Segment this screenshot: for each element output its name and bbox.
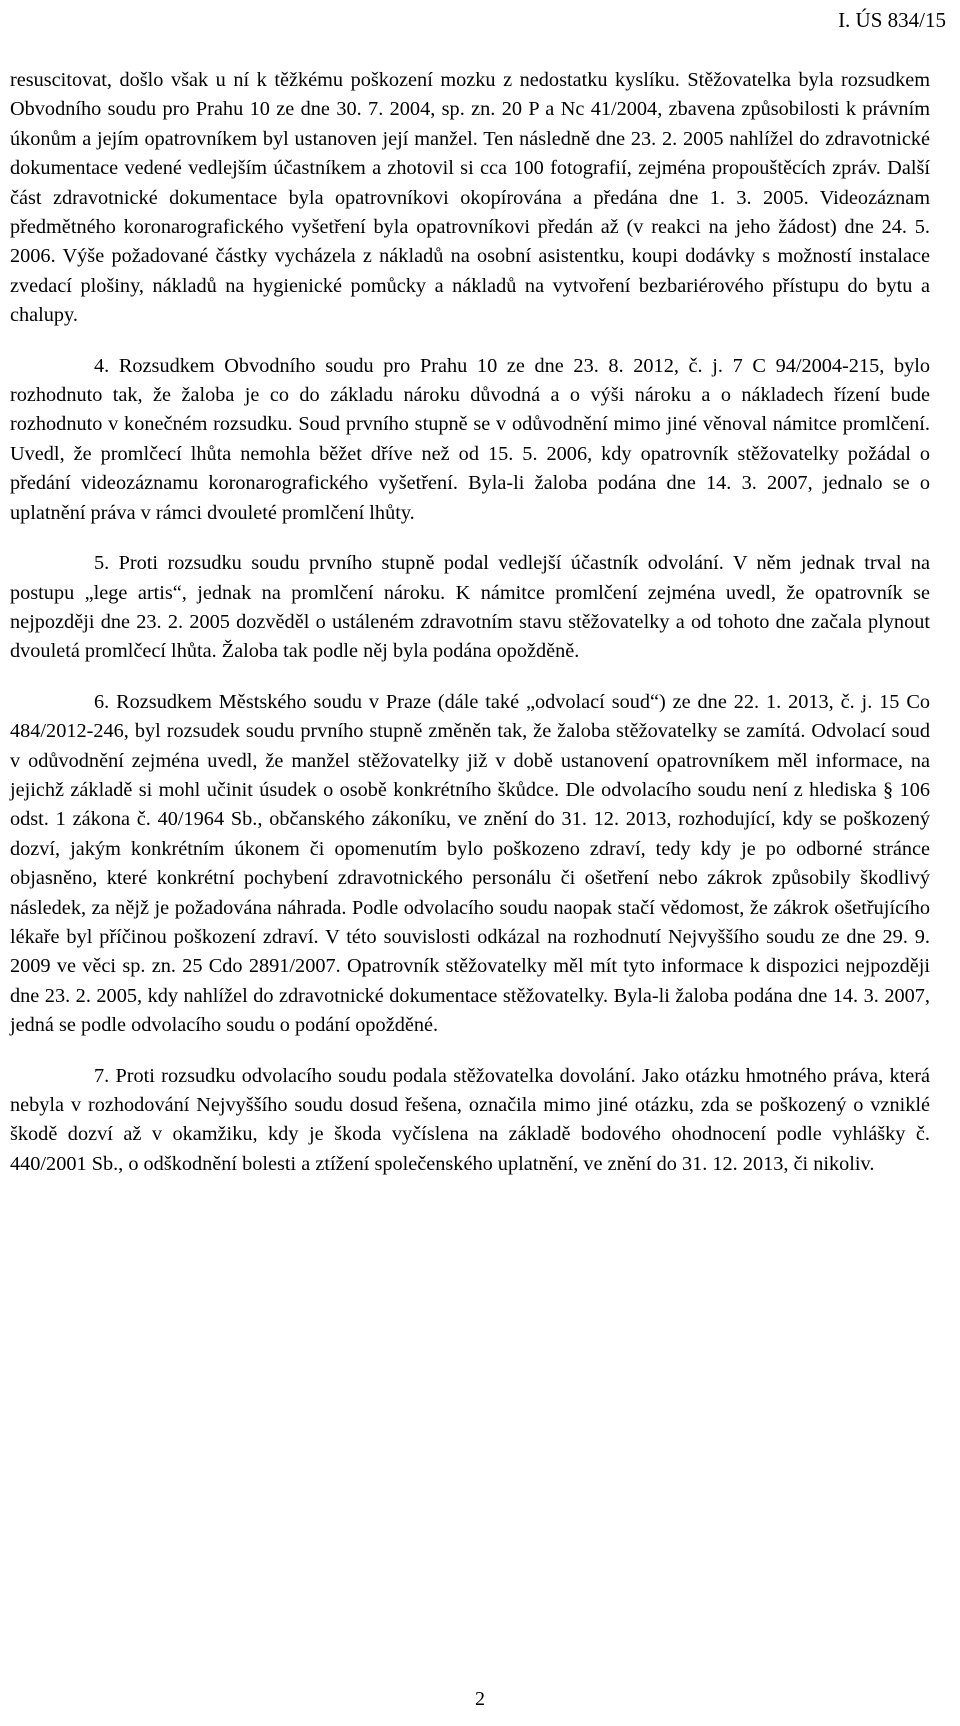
paragraph-text: Proti rozsudku odvolacího soudu podala stěžovatelka dovolání. Jako otázku hmotného práva, která nebyla v rozhodování Nejvyššího soudu dosud řešena, označila mimo jiné otázku, zda se poškozený o vzniklé škodě dozví až v okamžiku, kdy je škoda vyčíslena na základě bodového ohodnocení podle vyhlášky č. 440/2001 Sb., o odškodnění bolesti a ztížení společenského uplatnění, ve znění do 31. 12. 2013, či nikoliv. xyxy=(10,1064,930,1175)
paragraph-number: 6. xyxy=(94,690,110,713)
paragraph-text: Rozsudkem Obvodního soudu pro Prahu 10 ze dne 23. 8. 2012, č. j. 7 C 94/2004-215, bylo rozhodnuto tak, že žaloba je co do základu nároku důvodná a o výši nároku a o nákladech řízení bude rozhodnuto v konečném rozsudku. Soud prvního stupně se v odůvodnění mimo jiné věnoval námitce promlčení. Uvedl, že promlčecí lhůta nemohla běžet dříve než od 15. 5. 2006, kdy opatrovník stěžovatelky požádal o předání videozáznamu koronarografického vyšetření. Byla-li žaloba podána dne 14. 3. 2007, jednalo se o uplatnění práva v rámci dvouleté promlčení lhůty. xyxy=(10,354,930,524)
paragraph-6 xyxy=(10,688,930,1041)
page-number: 2 xyxy=(475,1688,485,1710)
paragraph-number: 4. xyxy=(94,354,110,377)
case-number: I. ÚS 834/15 xyxy=(838,8,946,32)
paragraph-text: Proti rozsudku soudu prvního stupně podal vedlejší účastník odvolání. V něm jednak trval na postupu „lege artis“, jednak na promlčení nároku. K námitce promlčení zejména uvedl, že opatrovník se nejpozději dne 23. 2. 2005 dozvěděl o ustáleném zdravotním stavu stěžovatelky a od tohoto dne začala plynout dvouletá promlčecí lhůta. Žaloba tak podle něj byla podána opožděně. xyxy=(10,552,930,663)
paragraph-continuation xyxy=(10,66,930,331)
paragraph-text: resuscitovat, došlo však u ní k těžkému poškození mozku z nedostatku kyslíku. Stěžovatelka byla rozsudkem Obvodního soudu pro Prahu 10 ze dne 30. 7. 2004, sp. zn. 20 P a Nc 41/2004, zbavena způsobilosti k právním úkonům a jejím opatrovníkem byl ustanoven její manžel. Ten následně dne 23. 2. 2005 nahlížel do zdravotnické dokumentace vedené vedlejším účastníkem a zhotovil si cca 100 fotografií, zejména propouštěcích zpráv. Další část zdravotnické dokumentace byla opatrovníkovi okopírována a předána dne 1. 3. 2005. Videozáznam předmětného koronarografického vyšetření byla opatrovníkovi předán až (v reakci na jeho žádost) dne 24. 5. 2006. Výše požadované částky vycházela z nákladů na osobní asistentku, koupi dodávky s možností instalace zvedací plošiny, nákladů na hygienické pomůcky a nákladů na vytvoření bezbariérového přístupu do bytu a chalupy. xyxy=(10,69,930,327)
paragraph-number: 5. xyxy=(94,552,110,575)
paragraph-5 xyxy=(10,549,930,667)
paragraph-text: Rozsudkem Městského soudu v Praze (dále také „odvolací soud“) ze dne 22. 1. 2013, č. j. 15 Co 484/2012-246, byl rozsudek soudu prvního stupně změněn tak, že žaloba stěžovatelky se zamítá. Odvolací soud v odůvodnění zejména uvedl, že manžel stěžovatelky již v době ustanovení opatrovníkem měl informace, na jejichž základě si mohl učinit úsudek o osobě konkrétního škůdce. Dle odvolacího soudu není z hlediska § 106 odst. 1 zákona č. 40/1964 Sb., občanského zákoníku, ve znění do 31. 12. 2013, rozhodující, kdy se poškozený dozví, jakým konkrétním úkonem či opomenutím bylo poškozeno zdraví, tedy kdy je po odborné stránce objasněno, které konkrétní pochybení zdravotnického personálu či ošetření nebo zákrok způsobily škodlivý následek, za nějž je požadována náhrada. Podle odvolacího soudu naopak stačí vědomost, že zákrok ošetřujícího lékaře byl příčinou poškození zdraví. V této souvislosti odkázal na rozhodnutí Nejvyššího soudu ze dne 29. 9. 2009 ve věci sp. zn. 25 Cdo 2891/2007. Opatrovník stěžovatelky měl mít tyto informace k dispozici nejpozději dne 23. 2. 2005, kdy nahlížel do zdravotnické dokumentace stěžovatelky. Byla-li žaloba podána dne 14. 3. 2007, jedná se podle odvolacího soudu o podání opožděné. xyxy=(10,690,930,1037)
paragraph-number: 7. xyxy=(94,1064,110,1087)
paragraph-4 xyxy=(10,352,930,528)
document-body xyxy=(10,66,930,1179)
paragraph-7 xyxy=(10,1062,930,1180)
